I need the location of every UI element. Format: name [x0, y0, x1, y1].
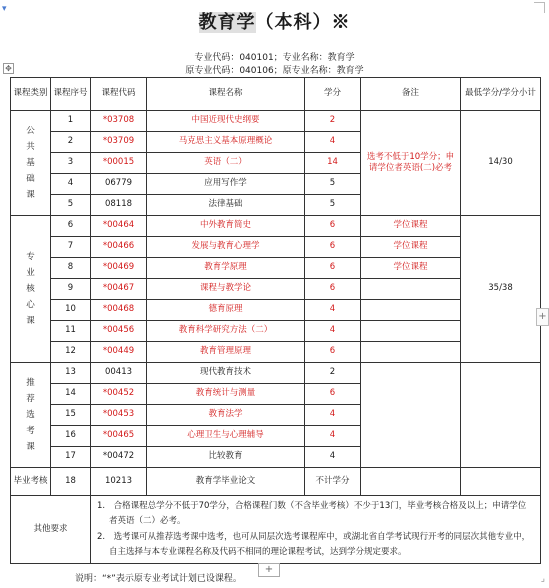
other-requirements	[91, 496, 541, 564]
cell-credit: 4	[305, 300, 361, 321]
cell-name: 应用写作学	[147, 174, 305, 195]
course-plan-table	[10, 77, 541, 564]
cell-code: *00456	[91, 321, 147, 342]
resize-handle-icon[interactable]: ⌟	[540, 574, 545, 584]
cell-seq: 14	[51, 384, 91, 405]
cell-remark: 学位课程	[361, 216, 461, 237]
cell-code: 00413	[91, 363, 147, 384]
cell-code: *00465	[91, 426, 147, 447]
cell-code: *00469	[91, 258, 147, 279]
paragraph-mark-icon: ▾	[2, 4, 7, 14]
group-label-core: 专业核心课	[11, 216, 51, 363]
group-label-other: 其他要求	[11, 496, 91, 564]
header-name: 课程名称	[147, 78, 305, 111]
cell-remark	[361, 342, 461, 363]
cell-remark	[361, 321, 461, 342]
cell-credit: 5	[305, 174, 361, 195]
cell-credit: 2	[305, 363, 361, 384]
title-main: 教育学	[198, 12, 256, 33]
cell-name: 英语（二）	[147, 153, 305, 174]
requirement-1: 1. 合格课程总学分不低于70学分，合格课程门数（不含毕业考核）不少于13门，毕业考核合格及以上；申请学位者英语（二）必考。	[97, 501, 527, 527]
cell-credit: 6	[305, 237, 361, 258]
elective-min-credit	[461, 363, 541, 468]
cell-code: *00464	[91, 216, 147, 237]
cell-seq: 16	[51, 426, 91, 447]
table-row	[11, 111, 541, 132]
header-category: 课程类别	[11, 78, 51, 111]
cell-code: *00449	[91, 342, 147, 363]
table-row-other	[11, 496, 541, 564]
cell-min-credit	[461, 468, 541, 496]
cell-code: *03709	[91, 132, 147, 153]
cell-name: 心理卫生与心理辅导	[147, 426, 305, 447]
public-remark: 选考不低于10学分；申请学位者英语(二)必考	[361, 111, 461, 216]
cell-credit: 6	[305, 279, 361, 300]
cell-credit: 6	[305, 258, 361, 279]
core-min-credit: 35/38	[461, 216, 541, 363]
cell-remark	[361, 300, 461, 321]
group-label-public: 公共基础课	[11, 111, 51, 216]
cell-seq: 15	[51, 405, 91, 426]
header-code: 课程代码	[91, 78, 147, 111]
cell-code: *00453	[91, 405, 147, 426]
cell-seq: 17	[51, 447, 91, 468]
cell-code: *00015	[91, 153, 147, 174]
group-label-thesis: 毕业考核	[11, 468, 51, 496]
cell-seq: 1	[51, 111, 91, 132]
cell-name: 教育学毕业论文	[147, 468, 305, 496]
header-seq: 课程序号	[51, 78, 91, 111]
cell-name: 教育学原理	[147, 258, 305, 279]
table-row	[11, 468, 541, 496]
cell-name: 德育原理	[147, 300, 305, 321]
cell-seq: 13	[51, 363, 91, 384]
cell-seq: 11	[51, 321, 91, 342]
cell-code: 08118	[91, 195, 147, 216]
cell-remark: 学位课程	[361, 237, 461, 258]
footer-note: 说明：“*”表示原专业考试计划已设课程。	[75, 574, 242, 584]
cell-name: 发展与教育心理学	[147, 237, 305, 258]
cell-code: 06779	[91, 174, 147, 195]
meta-line-1: 专业代码：040101；专业名称：教育学	[194, 53, 355, 63]
cell-seq: 8	[51, 258, 91, 279]
cell-credit: 4	[305, 447, 361, 468]
group-label-elective: 推荐选考课	[11, 363, 51, 468]
cell-code: *00452	[91, 384, 147, 405]
table-row	[11, 363, 541, 384]
cell-credit: 14	[305, 153, 361, 174]
cell-seq: 10	[51, 300, 91, 321]
cell-name: 马克思主义基本原理概论	[147, 132, 305, 153]
cell-credit: 2	[305, 111, 361, 132]
header-remark: 备注	[361, 78, 461, 111]
cell-seq: 4	[51, 174, 91, 195]
cell-credit: 6	[305, 342, 361, 363]
cell-name: 教育科学研究方法（二）	[147, 321, 305, 342]
document-title	[0, 8, 549, 34]
cell-remark	[361, 279, 461, 300]
header-credit: 学分	[305, 78, 361, 111]
cell-code: *00468	[91, 300, 147, 321]
cell-seq: 3	[51, 153, 91, 174]
cell-seq: 12	[51, 342, 91, 363]
cell-credit: 4	[305, 321, 361, 342]
cell-seq: 7	[51, 237, 91, 258]
table-header-row	[11, 78, 541, 111]
cell-seq: 9	[51, 279, 91, 300]
cell-code: *00472	[91, 447, 147, 468]
cell-credit: 不计学分	[305, 468, 361, 496]
table-move-handle-icon[interactable]: ✥	[3, 63, 14, 74]
cell-credit: 4	[305, 405, 361, 426]
add-row-icon[interactable]: +	[258, 563, 280, 577]
cell-name: 教育管理原理	[147, 342, 305, 363]
cell-code: *03708	[91, 111, 147, 132]
cell-credit: 4	[305, 426, 361, 447]
header-min-credit: 最低学分/学分小计	[461, 78, 541, 111]
cell-name: 教育法学	[147, 405, 305, 426]
cell-name: 课程与教学论	[147, 279, 305, 300]
cell-seq: 18	[51, 468, 91, 496]
table-row	[11, 216, 541, 237]
cell-name: 教育统计与测量	[147, 384, 305, 405]
cell-name: 法律基础	[147, 195, 305, 216]
add-column-icon[interactable]: +	[536, 308, 549, 326]
public-min-credit: 14/30	[461, 111, 541, 216]
cell-name: 中外教育简史	[147, 216, 305, 237]
cell-credit: 6	[305, 384, 361, 405]
cell-seq: 5	[51, 195, 91, 216]
cell-name: 现代教育技术	[147, 363, 305, 384]
cell-remark: 学位课程	[361, 258, 461, 279]
meta-line-2: 原专业代码：040106；原专业名称：教育学	[185, 66, 364, 76]
cell-credit: 5	[305, 195, 361, 216]
requirement-2: 2. 选考课可从推荐选考课中选考，也可从同层次选考课程库中，或湖北省自学考试现行开考的同层次其他专业中，自主选择与本专业课程名称及代码不相同的理论课程考试，达到学分规定要求。	[97, 531, 531, 557]
cell-code: *00466	[91, 237, 147, 258]
cell-code: 10213	[91, 468, 147, 496]
cell-name: 比较教育	[147, 447, 305, 468]
cell-credit: 6	[305, 216, 361, 237]
cell-remark	[361, 468, 461, 496]
cell-seq: 2	[51, 132, 91, 153]
cell-name: 中国近现代史纲要	[147, 111, 305, 132]
cell-code: *00467	[91, 279, 147, 300]
elective-remark	[361, 363, 461, 468]
cell-seq: 6	[51, 216, 91, 237]
title-suffix: （本科）※	[255, 12, 351, 33]
cell-credit: 4	[305, 132, 361, 153]
